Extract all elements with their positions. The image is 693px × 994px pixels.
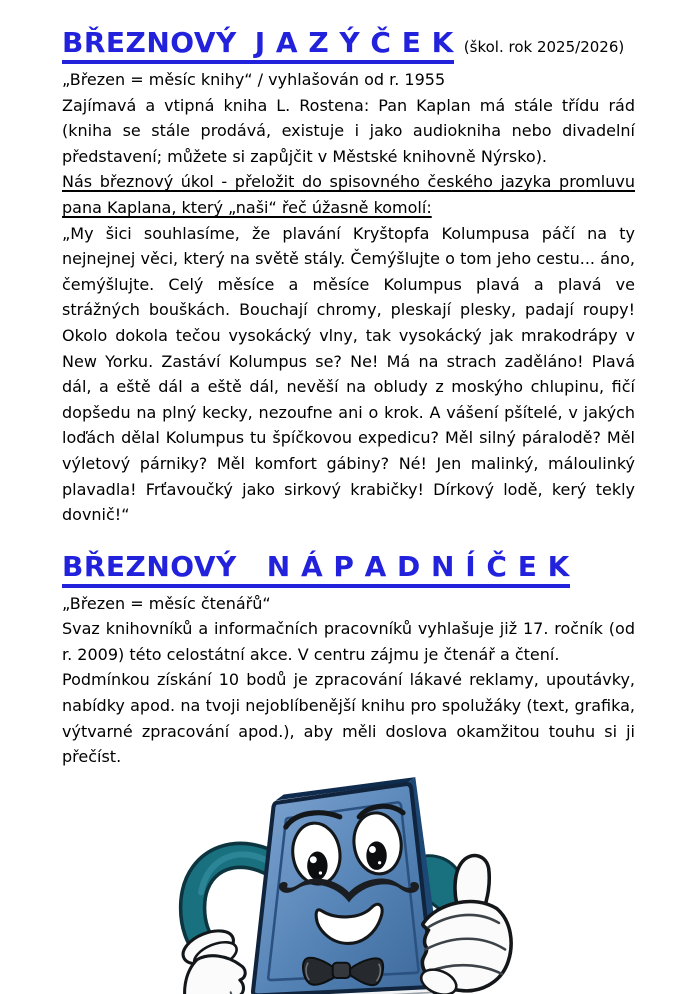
book-mascot-figure [62,772,635,994]
right-pupil-highlight [368,846,375,853]
heading-word-napadnicek: N Á P A D N Í Č E K [266,549,570,583]
heading-school-year: (škol. rok 2025/2026) [463,38,625,56]
section-jazycek-heading [62,26,635,64]
heading-word-breznovy-2: BŘEZNOVÝ [62,549,237,583]
section-napadnicek [62,550,635,770]
paragraph-kaplan-kniha: Zajímavá a vtipná kniha L. Rostena: Pan Kaplan má stále třídu rád (kniha se stále prodává, existuje i jako audiokniha nebo divadelní představení; můžete si zapůjčit v Městské knihovně Nýrsko). [62,95,635,166]
heading-underline-napadnicek [62,550,570,588]
intro-line-ctenaru: „Březen = měsíc čtenářů“ [62,593,271,613]
right-pupil-dot [377,861,380,864]
heading-word-jazycek: J A Z Ý Č E K [254,26,454,59]
intro-line-knihy: „Březen = měsíc knihy“ / vyhlašován od r. 1955 [62,70,446,89]
left-pupil-highlight [309,856,316,863]
left-hand [184,956,245,994]
book-mascot-illustration [150,772,548,994]
right-pupil [366,841,386,870]
heading-word-breznovy: BŘEZNOVÝ [62,26,237,59]
left-pupil [307,851,327,880]
section-napadnicek-heading [62,550,635,588]
heading-underline-jazycek [62,26,454,64]
paragraph-svaz-knihovniku: Svaz knihovníků a informačních pracovníků vyhlašuje již 17. ročník (od r. 2009) této celostátní akce. V centru zájmu je čtenář a čtení. [62,619,635,664]
bow-tie-knot [332,963,349,978]
paragraph-podminka-bodu: Podmínkou získání 10 bodů je zpracování lákavé reklamy, upoutávky, nabídky apod. na tvoji nejoblíbenější knihu pro spolužáky (text, grafika, výtvarné zpracování apod.), aby měli doslova okamžitou touhu si ji přečíst. [62,670,635,767]
paragraph-breznovy-ukol: Nás březnový úkol - přeložit do spisovného českého jazyka promluvu pana Kaplana, který „naši“ řeč úžasně komolí: [62,172,635,217]
paragraph-kaplan-monolog: „My šici souhlasíme, že plavání Kryštopfa Kolumpusa páčí na ty nejnejnej věci, který na světě stály. Čemýšlujte o tom jeho cestu... áno, čemýšlujte. Celý měsíce a měsíce Kolumpus plavá a plavá ve strážných bouškách. Bouchají chromy, pleskají plesky, padají roupy! Okolo dokola tečou vysokácký vlny, tak vysokácký jak mrakodrápy v New Yorku. Zastáví Kolumpus se? Ne! Má na strach zaděláno! Plavá dál, a eště dál a eště dál, nevěší na obludy z moskýho chlupinu, fičí dopšedu na plný kecky, nezoufne ani o krok. A vášení pšítelé, v jakých loďách dělal Kolumpus tu špíčkovou expedicu? Měl silný páralodě? Měl výletový párniky? Měl komfort gábiny? Né! Jen malinký, máloulinký plavadla! Frťavoučký jako sirkový krabičky! Dírkový lodě, kerý tekly dovnič!“ [62,223,635,525]
section-jazycek [62,26,635,528]
left-pupil-dot [318,871,321,874]
